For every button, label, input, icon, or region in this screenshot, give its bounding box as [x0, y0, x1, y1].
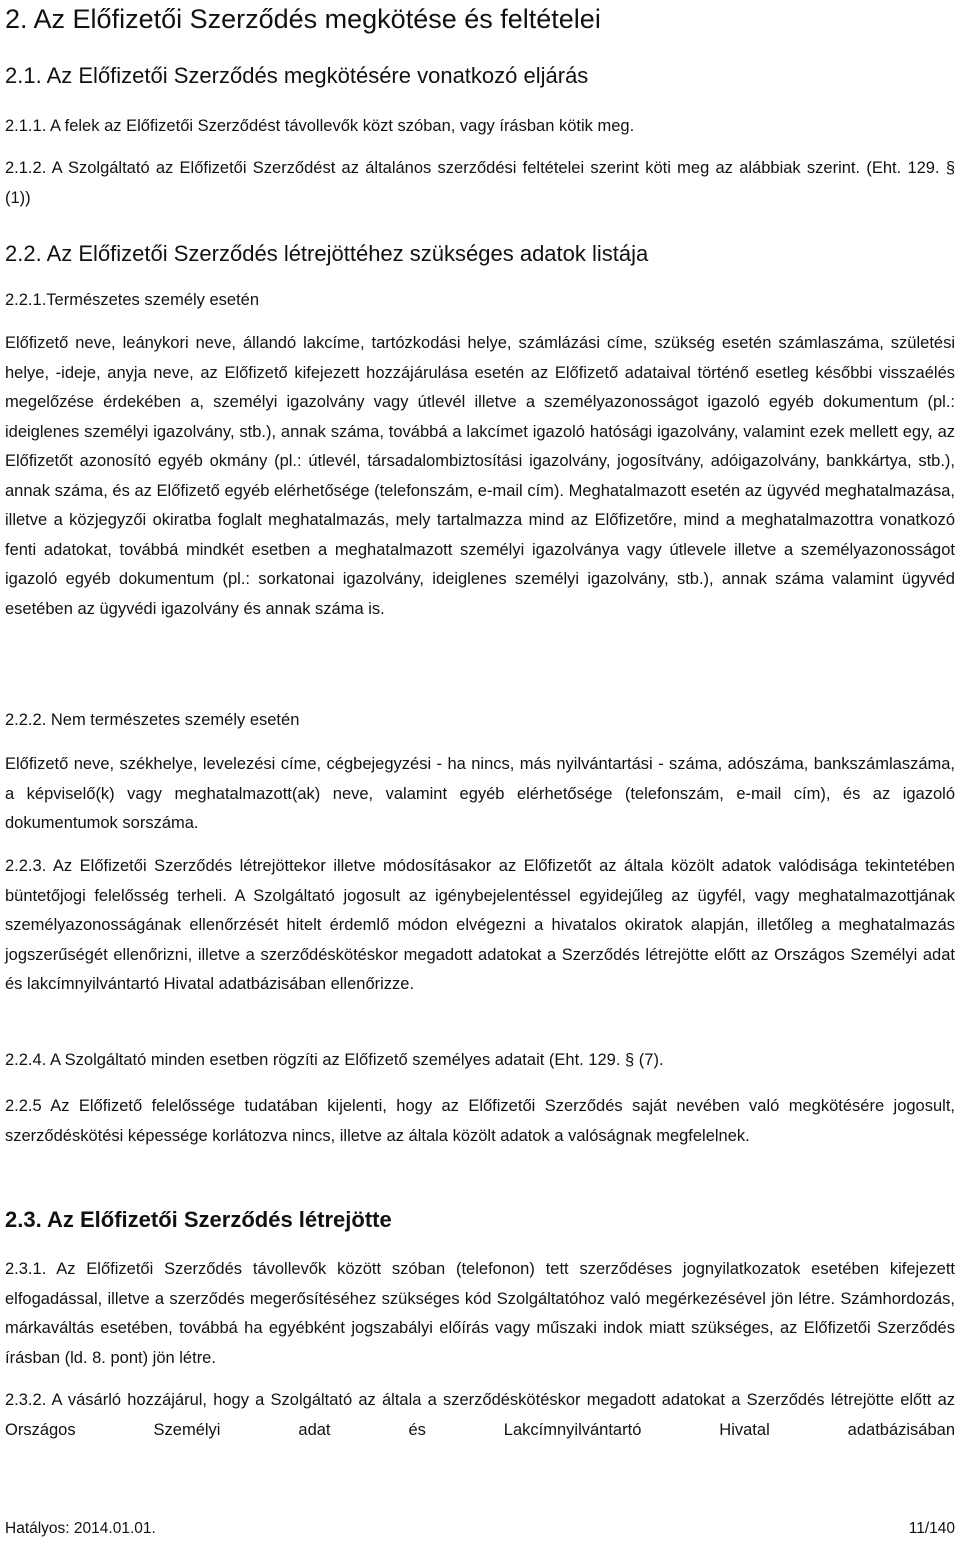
paragraph-2-2-3: 2.2.3. Az Előfizetői Szerződés létrejöttekor illetve módosításakor az Előfizetőt az általa közölt adatok valódisága tekintetében büntetőjogi felelősség terheli. A Szolgáltató jogosult az igénybejelentéssel egyidejűleg az ügyfél, vagy meghatalmazottjának személyazonosságának ellenőrzését hitelt érdemlő módon elvégezni a hivatalos okiratok alapján, illetőleg a meghatalmazás jogszerűségét ellenőrizni, illetve a szerződéskötéskor megadott adatokat a Szerződés létrejötte előtt az Országos Személyi adat és lakcímnyilvántartó Hivatal adatbázisában ellenőrizze.	[5, 857, 955, 993]
section-heading-2-2: 2.2. Az Előfizetői Szerződés létrejöttéhez szükséges adatok listája	[5, 241, 649, 266]
section-heading-2-1: 2.1. Az Előfizetői Szerződés megkötésére vonatkozó eljárás	[5, 63, 589, 88]
paragraph-2-2-4: 2.2.4. A Szolgáltató minden esetben rögzíti az Előfizető személyes adatait (Eht. 129. § (7).	[5, 1051, 664, 1069]
paragraph-2-2-2: Előfizető neve, székhelye, levelezési címe, cégbejegyzési - ha nincs, más nyilvántartási - száma, adószáma, bankszámlaszáma, a képviselő(k) vagy meghatalmazott(ak) neve, valamint egyéb elérhetősége (telefonszám, e-mail cím), és az igazoló dokumentumok sorszáma.	[5, 755, 955, 832]
subsection-heading-2-2-2: 2.2.2. Nem természetes személy esetén	[5, 711, 300, 729]
paragraph-2-3-1: 2.3.1. Az Előfizetői Szerződés távollevők között szóban (telefonon) tett szerződéses jognyilatkozatok esetében kifejezett elfogadással, illetve a szerződés megerősítéséhez szükséges kód Szolgáltatóhoz való megérkezésével jön létre. Számhordozás, márkaváltás esetében, továbbá ha egyébként jogszabályi előírás vagy műszaki indok miatt szükséges, az Előfizetői Szerződés írásban (ld. 8. pont) jön létre.	[5, 1260, 955, 1367]
paragraph-2-2-1: Előfizető neve, leánykori neve, állandó lakcíme, tartózkodási helye, számlázási címe, szükség esetén számlaszáma, születési helye, -ideje, anyja neve, az Előfizető kifejezett hozzájárulása esetén az Előfizető adataival történő esetleg későbbi visszaélés megelőzése érdekében a, személyi igazolvány vagy útlevél illetve a személyazonosságot igazoló egyéb dokumentum (pl.: ideiglenes személyi igazolvány, stb.), annak száma, továbbá a lakcímet igazoló hatósági igazolvány, valamint ezek mellett egy, az Előfizetőt azonosító egyéb okmány (pl.: útlevél, társadalombiztosítási igazolvány, jogosítvány, adóigazolvány, bankkártya, stb.), annak száma, és az Előfizető egyéb elérhetősége (telefonszám, e-mail cím). Meghatalmazott esetén az ügyvéd meghatalmazása, illetve a közjegyzői okiratba foglalt meghatalmazás, mely tartalmazza mind az Előfizetőre, mind a meghatalmazottra vonatkozó fenti adatokat, továbbá mindkét esetben a meghatalmazott személyi igazolványa vagy útlevele illetve a személyazonosságot igazoló egyéb dokumentum (pl.: sorkatonai igazolvány, ideiglenes személyi igazolvány, stb.), annak száma valamint ügyvéd esetében az ügyvédi igazolvány és annak száma is.	[5, 334, 955, 618]
paragraph-2-1-1: 2.1.1. A felek az Előfizetői Szerződést távollevők közt szóban, vagy írásban kötik meg.	[5, 117, 635, 135]
effective-date: Hatályos: 2014.01.01.	[5, 1520, 156, 1537]
subsection-heading-2-2-1: 2.2.1.Természetes személy esetén	[5, 291, 260, 309]
page-footer	[5, 1518, 955, 1540]
paragraph-2-2-5: 2.2.5 Az Előfizető felelőssége tudatában kijelenti, hogy az Előfizetői Szerződés saját nevében való megkötésére jogosult, szerződéskötési képessége korlátozva nincs, illetve az általa közölt adatok a valóságnak megfelelnek.	[5, 1097, 955, 1145]
document-title: 2. Az Előfizetői Szerződés megkötése és feltételei	[5, 4, 601, 34]
section-heading-2-3: 2.3. Az Előfizetői Szerződés létrejötte	[5, 1207, 392, 1232]
paragraph-2-3-2: 2.3.2. A vásárló hozzájárul, hogy a Szolgáltató az általa a szerződéskötéskor megadott adatokat a Szerződés létrejötte előtt az Országos Személyi adat és Lakcímnyilvántartó Hivatal adatbázisában	[5, 1391, 955, 1439]
page-number: 11/140	[908, 1520, 955, 1537]
paragraph-2-1-2: 2.1.2. A Szolgáltató az Előfizetői Szerződést az általános szerződési feltételei szerint köti meg az alábbiak szerint. (Eht. 129. § (1))	[5, 159, 955, 207]
